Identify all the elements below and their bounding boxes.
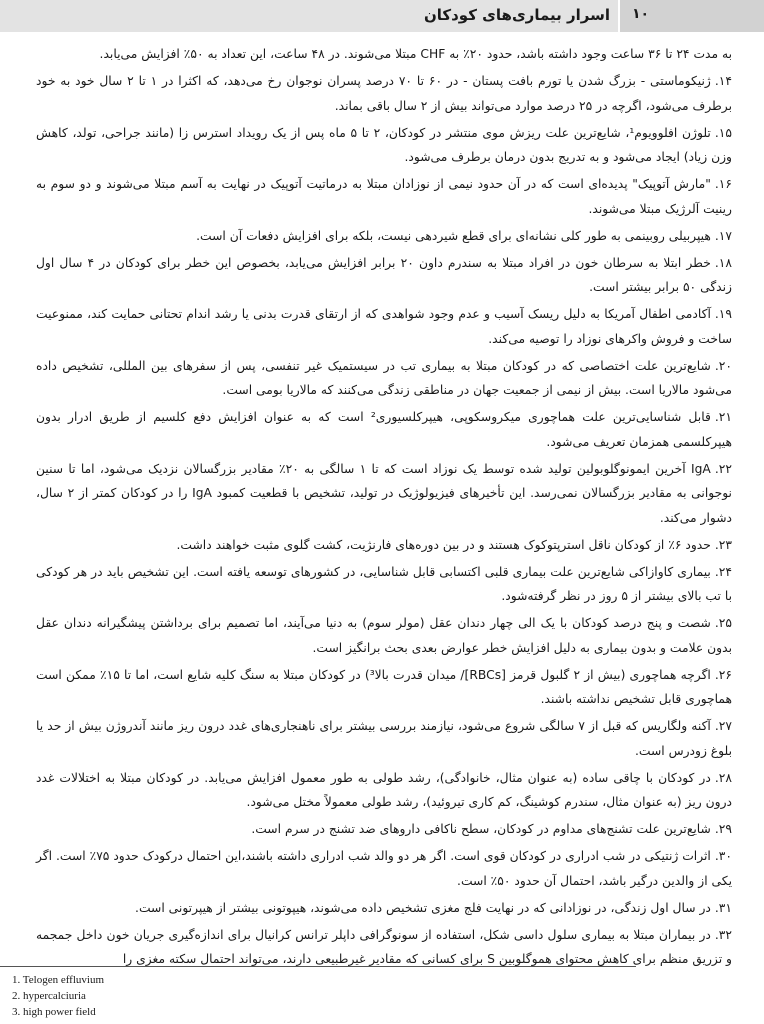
list-item <box>36 302 732 351</box>
item-text: حدود ۶٪ از کودکان ناقل استرپتوکوک هستند و در بین دوره‌های فارنژیت، کشت گلوی مثبت خواهند داشت. <box>176 537 711 552</box>
footnote: 2. hypercalciuria <box>12 990 86 1002</box>
item-text: در کودکان با چاقی ساده (به عنوان مثال، خانوادگی)، رشد طولی به طور معمول افزایش می‌یابد. در کودکان مبتلا به اختلالات غدد درون ریز (به عنوان مثال، سندرم کوشینگ، کم کاری تیروئید)، رشد طولی معمولاً مختل می‌شود. <box>36 770 732 809</box>
footnote-divider <box>0 966 636 967</box>
item-text: خطر ابتلا به سرطان خون در افراد مبتلا به سندرم داون ۲۰ برابر افزایش می‌یابد، بخصوص این خطر برای کودکان در ۴ سال اول زندگی ۵۰ برابر بیشتر است. <box>36 255 732 294</box>
page-number: ۱۰ <box>632 6 650 22</box>
book-title: اسرار بیماری‌های کودکان <box>423 6 610 24</box>
item-text: شصت و پنج درصد کودکان با یک الی چهار دندان عقل (مولر سوم) به دنیا می‌آیند، اما تصمیم برای برداشتن پیشگیرانه دندان عقل بدون علامت و بدون بیماری به دلیل افزایش خطر عوارض بعدی بحث برانگیز است. <box>36 616 732 655</box>
item-text: ژنیکوماستی - بزرگ شدن یا تورم بافت پستان - در ۶۰ تا ۷۰ درصد پسران نوجوان رخ می‌دهد، که اکثرا در ۱ تا ۲ سال خود به خود برطرف می‌شود، اگرچه در ۲۵ درصد موارد می‌تواند بیش از ۲ سال باقی بماند. <box>36 74 732 113</box>
item-number: ۲۲. <box>714 461 732 476</box>
item-number: ۱۶. <box>714 177 732 191</box>
item-number: ۲۵. <box>714 616 732 630</box>
item-number: ۱۷. <box>714 228 732 243</box>
item-number: ۱۴. <box>714 74 732 88</box>
list-item <box>36 405 732 454</box>
list-item <box>36 923 732 972</box>
numbered-list <box>36 69 732 972</box>
item-text: شایع‌ترین علت تشنج‌های مداوم در کودکان، سطح ناکافی داروهای ضد تشنج در سرم است. <box>251 822 711 836</box>
item-number: ۳۱. <box>714 900 732 915</box>
intro-paragraph: به مدت ۲۴ تا ۳۶ ساعت وجود داشته باشد، حدود ۲۰٪ به CHF مبتلا می‌شوند. در ۴۸ ساعت، این تعداد به ۵۰٪ افزایش می‌یابد. <box>99 47 732 61</box>
list-item <box>36 251 732 300</box>
footnote: 1. Telogen effluvium <box>12 974 105 986</box>
item-number: ۲۱. <box>714 410 732 424</box>
list-item <box>36 896 732 921</box>
item-number: ۲۸. <box>714 770 732 785</box>
item-text: IgA آخرین ایمونوگلوبولین تولید شده توسط یک نوزاد است که تا ۱ سالگی به ۲۰٪ مقادیر بزرگسالان نزدیک می‌شود، اما تا سنین نوجوانی به مقادیر بزرگسالان نمی‌رسد. این تأخیرهای فیزیولوژیک در تولید، تشخیص با قطعیت کمبود IgA را در کودکان کمتر از ۲ سال، دشوار می‌کند. <box>36 461 732 525</box>
item-number: ۳۲. <box>714 927 732 942</box>
item-number: ۱۹. <box>714 307 732 321</box>
item-number: ۲۴. <box>714 564 732 579</box>
list-item <box>36 766 732 815</box>
item-number: ۲۹. <box>714 822 732 836</box>
list-item <box>36 817 732 842</box>
item-text: بیماری کاوازاکی شایع‌ترین علت بیماری قلبی اکتسابی قابل شناسایی، در کشورهای توسعه یافته است. این تشخیص باید در هر کودکی با تب بالای بیشتر از ۵ روز در نظر گرفته‌شود. <box>36 564 732 603</box>
item-text: اگرچه هماچوری (بیش از ۲ گلبول قرمز [RBCs]/ میدان قدرت بالا³) در کودکان مبتلا به سنگ کلیه شایع است، اما تا ۱۵٪ ممکن است هماچوری قابل تشخیص نداشته باشند. <box>36 667 732 706</box>
item-text: تلوژن افلوویوم¹، شایع‌ترین علت ریزش موی منتشر در کودکان، ۲ تا ۵ ماه پس از یک رویداد استرس زا (مانند جراحی، تولد، کاهش وزن زیاد) ایجاد می‌شود و به تدریج بدون درمان برطرف می‌شود. <box>36 125 732 164</box>
page-body <box>36 42 732 966</box>
item-text: اثرات ژنتیکی در شب ادراری در کودکان قوی است. اگر هر دو والد شب ادراری داشته باشند،این احتمال درکودک حدود ۷۵٪ است. اگر یکی از والدین درگیر باشد، احتمال آن حدود ۵۰٪ است. <box>36 849 732 888</box>
list-item <box>36 69 732 118</box>
item-number: ۲۷. <box>714 719 732 733</box>
item-text: قابل شناسایی‌ترین علت هماچوری میکروسکوپی، هیپرکلسیوری² است که به عنوان افزایش دفع کلسیم از طریق ادرار بدون هیپرکلسمی همزمان تعریف می‌شود. <box>36 410 732 449</box>
item-text: شایع‌ترین علت اختصاصی که در کودکان مبتلا به بیماری تب در سیستمیک غیر تنفسی، پس از سفرهای بین المللی، تشخیص داده می‌شود مالاریا است. بیش از نیمی از جمعیت جهان در مناطقی زندگی می‌کنند که مالاریا بومی است. <box>36 358 732 397</box>
list-item <box>36 844 732 893</box>
item-number: ۲۰. <box>714 358 732 373</box>
item-number: ۱۸. <box>714 255 732 270</box>
item-number: ۱۵. <box>714 125 732 140</box>
list-item <box>36 663 732 712</box>
list-item <box>36 224 732 249</box>
list-item <box>36 457 732 531</box>
list-item <box>36 611 732 660</box>
item-text: در سال اول زندگی، در نوزادانی که در نهایت فلج مغزی تشخیص داده می‌شوند، هیپوتونی بیشتر از هیپرتونی است. <box>135 900 711 915</box>
item-number: ۲۳. <box>714 537 732 552</box>
item-number: ۳۰. <box>714 849 732 863</box>
footnotes <box>12 972 104 1020</box>
item-text: هیپربیلی روبینمی به طور کلی نشانه‌ای برای قطع شیردهی نیست، بلکه برای افزایش دفعات آن است. <box>196 228 711 243</box>
list-item <box>36 354 732 403</box>
item-text: آکادمی اطفال آمریکا به دلیل ریسک آسیب و عدم وجود شواهدی که از ارتقای قدرت بدنی یا رشد اندام تحتانی حمایت کند، ممنوعیت ساخت و فروش واکرهای نوزاد را توصیه می‌کند. <box>36 307 732 346</box>
list-item <box>36 172 732 221</box>
footnote: 3. high power field <box>12 1006 96 1018</box>
list-item <box>36 714 732 763</box>
list-item <box>36 560 732 609</box>
item-number: ۲۶. <box>714 667 732 682</box>
item-text: آکنه ولگاریس که قبل از ۷ سالگی شروع می‌شود، نیازمند بررسی بیشتر برای ناهنجاری‌های غدد درون ریز مانند آندروژن بیش از حد یا بلوغ زودرس است. <box>36 719 732 758</box>
item-text: در بیماران مبتلا به بیماری سلول داسی شکل، استفاده از سونوگرافی داپلر ترانس کرانیال برای اندازه‌گیری جریان خون داخل جمجمه و تزریق منظم برای کاهش محتوای هموگلوبین S برای کسانی که مقادیر غیرطبیعی دارند، می‌تواند احتمال سکته مغزی را <box>36 927 732 966</box>
page-header <box>0 0 764 32</box>
list-item <box>36 533 732 558</box>
list-item <box>36 121 732 170</box>
item-text: "مارش آتوپیک" پدیده‌ای است که در آن حدود نیمی از نوزادان مبتلا به درماتیت آتوپیک در نهایت به آسم مبتلا می‌شوند و دو سوم به رینیت آلرژیک مبتلا می‌شوند. <box>36 177 732 216</box>
